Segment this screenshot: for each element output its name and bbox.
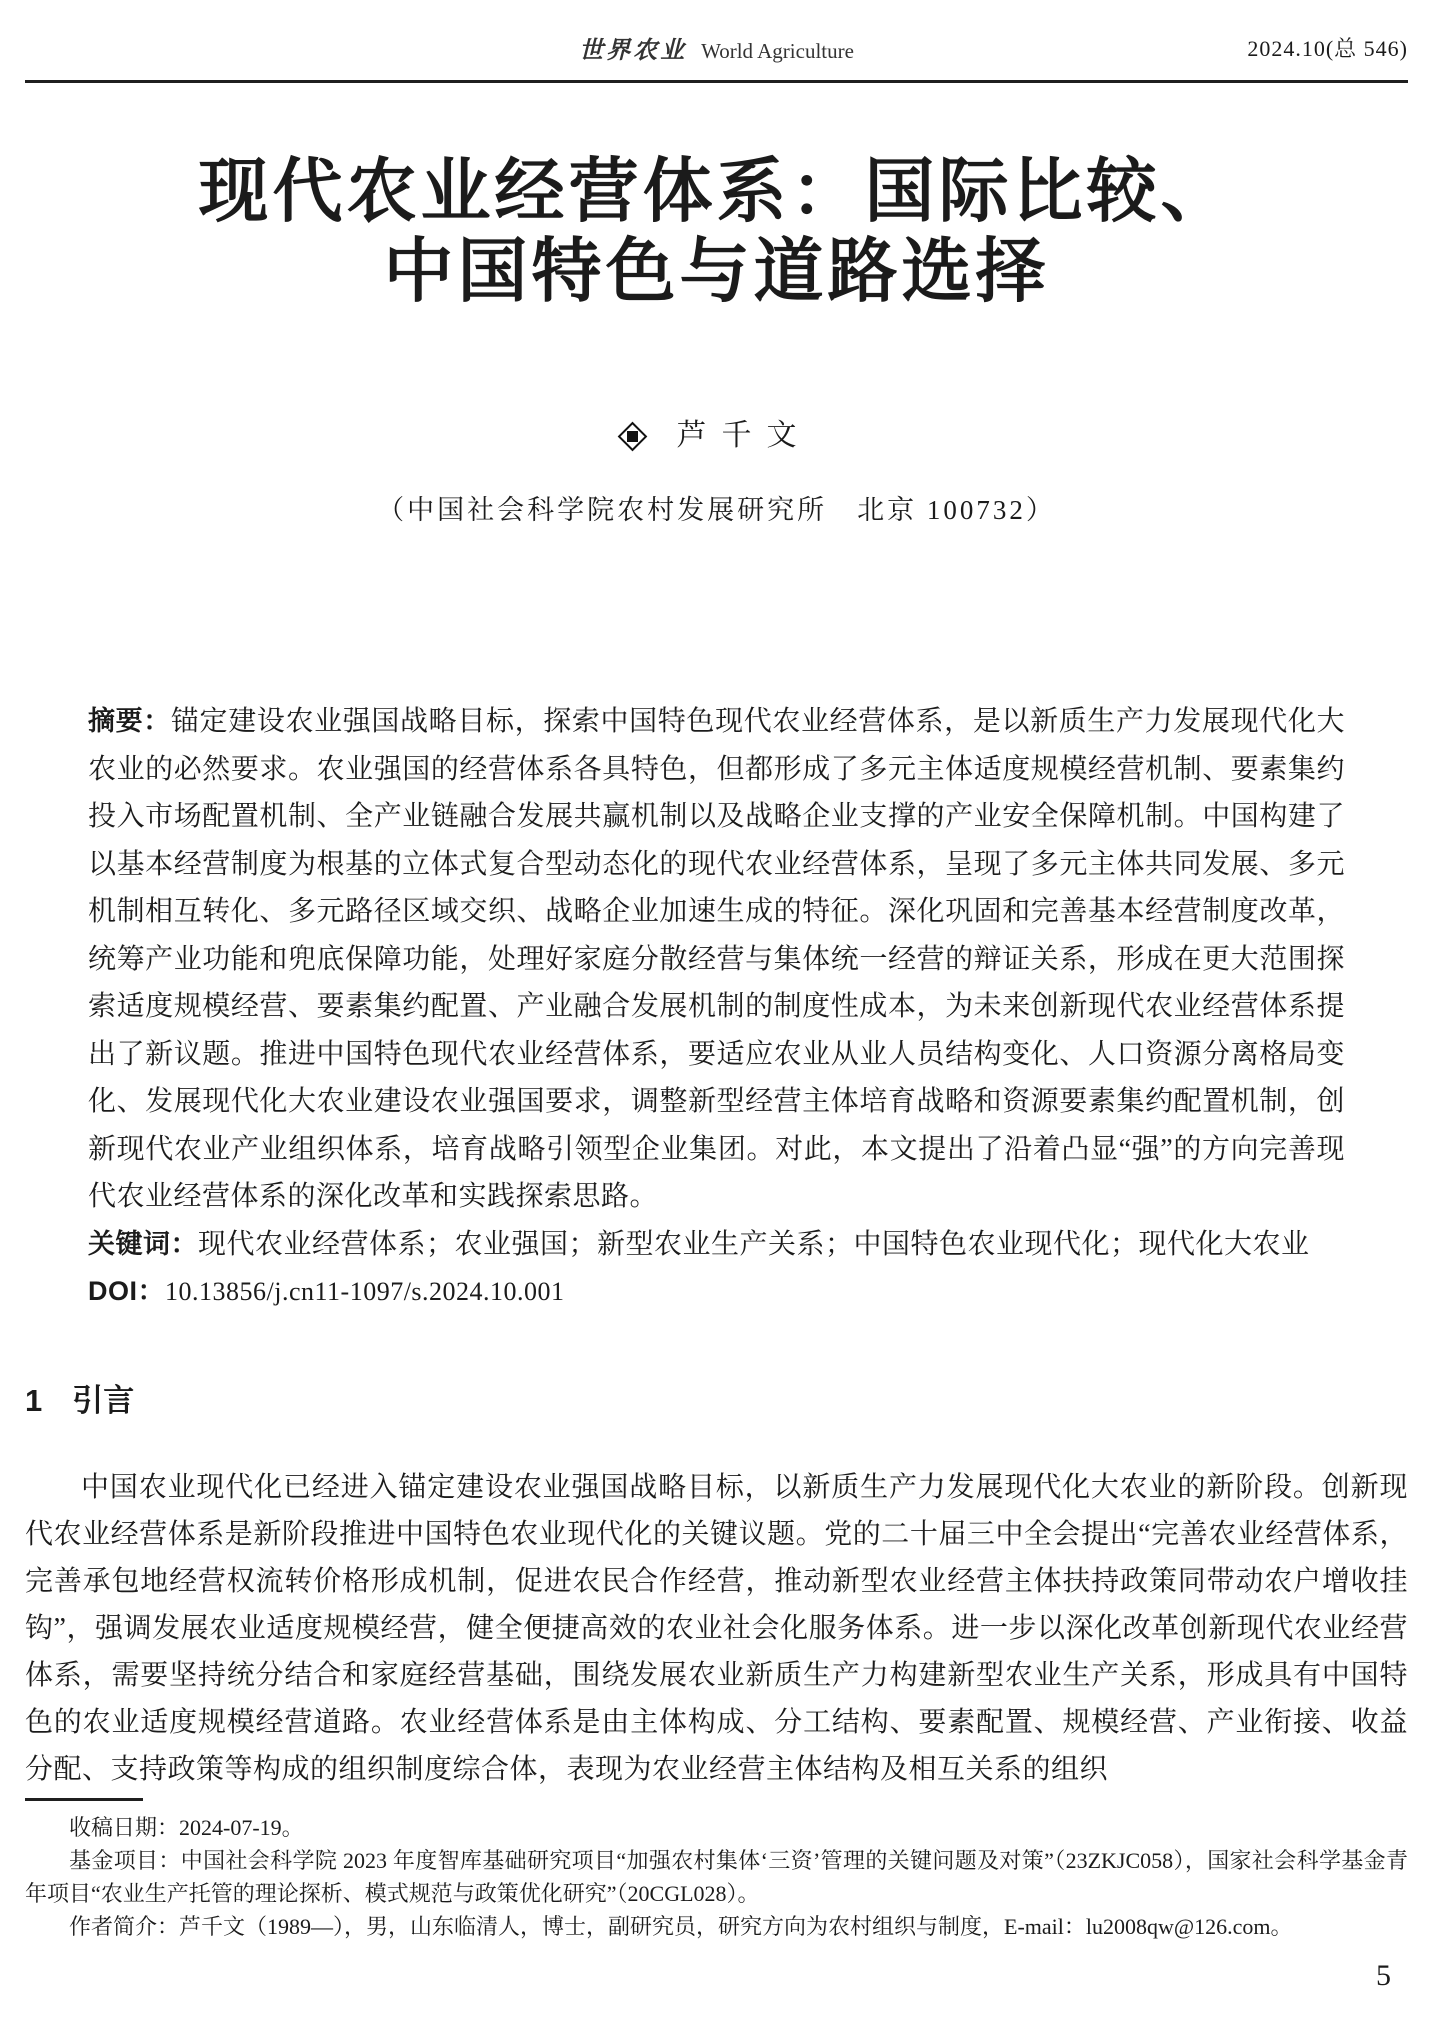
abstract-block (88, 698, 1345, 1316)
doi-label: DOI： (88, 1276, 166, 1306)
article-title (30, 153, 1403, 313)
journal-name-en: World Agriculture (701, 39, 854, 63)
page-number: 5 (1376, 1959, 1391, 1992)
page-header (0, 0, 1433, 80)
journal-logo (579, 30, 854, 65)
footnote-author-bio: 作者简介：芦千文（1989—），男，山东临清人，博士，副研究员，研究方向为农村组织与制度，E-mail：lu2008qw@126.com。 (69, 1914, 1293, 1939)
keywords-label: 关键词： (88, 1228, 198, 1259)
section-number: 1 (25, 1382, 43, 1418)
header-rule (25, 80, 1408, 83)
footnote-separator (25, 1798, 143, 1801)
article-title-line2: 中国特色与道路选择 (383, 234, 1050, 311)
abstract-label: 摘要： (88, 706, 171, 736)
abstract-text: 锚定建设农业强国战略目标，探索中国特色现代农业经营体系，是以新质生产力发展现代化大农业的必然要求。农业强国的经营体系各具特色，但都形成了多元主体适度规模经营机制、要素集约投入市场配置机制、全产业链融合发展共赢机制以及战略企业支撑的产业安全保障机制。中国构建了以基本经营制度为根基的立体式复合型动态化的现代农业经营体系，呈现了多元主体共同发展、多元机制相互转化、多元路径区域交织、战略企业加速生成的特征。深化巩固和完善基本经营制度改革，统筹产业功能和兜底保障功能，处理好家庭分散经营与集体统一经营的辩证关系，形成在更大范围探索适度规模经营、要素集约配置、产业融合发展机制的制度性成本，为未来创新现代农业经营体系提出了新议题。推进中国特色现代农业经营体系，要适应农业从业人员结构变化、人口资源分离格局变化、发展现代化大农业建设农业强国要求，调整新型经营主体培育战略和资源要素集约配置机制，创新现代农业产业组织体系，培育战略引领型企业集团。对此，本文提出了沿着凸显“强”的方向完善现代农业经营体系的深化改革和实践探索思路。 (88, 706, 1345, 1212)
keywords-text: 现代农业经营体系；农业强国；新型农业生产关系；中国特色农业现代化；现代化大农业 (198, 1228, 1310, 1260)
author-name: 芦千文 (676, 419, 812, 452)
section-title: 引言 (72, 1382, 135, 1418)
doi-value: 10.13856/j.cn11-1097/s.2024.10.001 (165, 1277, 565, 1306)
author-line (0, 416, 1433, 456)
article-title-line1: 现代农业经营体系：国际比较、 (198, 154, 1235, 231)
footnote-received-date: 收稿日期：2024-07-19。 (69, 1815, 304, 1840)
keywords-line (88, 1221, 1345, 1269)
author-diamond-icon (617, 422, 647, 452)
issue-info: 2024.10(总 546) (1247, 36, 1408, 61)
author-affiliation: （中国社会科学院农村发展研究所 北京 100732） (377, 495, 1056, 525)
journal-name-cn: 世界农业 (579, 38, 688, 64)
footnote-block (25, 1798, 1408, 1943)
footnote-funding: 基金项目：中国社会科学院 2023 年度智库基础研究项目“加强农村集体‘三资’管理的关键问题及对策”（23ZKJC058），国家社会科学基金青年项目“农业生产托管的理论探析、模式规范与政策优化研究”（20CGL028）。 (25, 1848, 1408, 1906)
abstract-paragraph (88, 698, 1345, 1221)
doi-line (88, 1268, 1345, 1316)
body-paragraph: 中国农业现代化已经进入锚定建设农业强国战略目标，以新质生产力发展现代化大农业的新阶段。创新现代农业经营体系是新阶段推进中国特色农业现代化的关键议题。党的二十届三中全会提出“完善农业经营体系，完善承包地经营权流转价格形成机制，促进农民合作经营，推动新型农业经营主体扶持政策同带动农户增收挂钩”，强调发展农业适度规模经营，健全便捷高效的农业社会化服务体系。进一步以深化改革创新现代农业经营体系，需要坚持统分结合和家庭经营基础，围绕发展农业新质生产力构建新型农业生产关系，形成具有中国特色的农业适度规模经营道路。农业经营体系是由主体构成、分工结构、要素配置、规模经营、产业衔接、收益分配、支持政策等构成的组织制度综合体，表现为农业经营主体结构及相互关系的组织 (25, 1471, 1408, 1785)
section-heading (25, 1380, 1408, 1422)
